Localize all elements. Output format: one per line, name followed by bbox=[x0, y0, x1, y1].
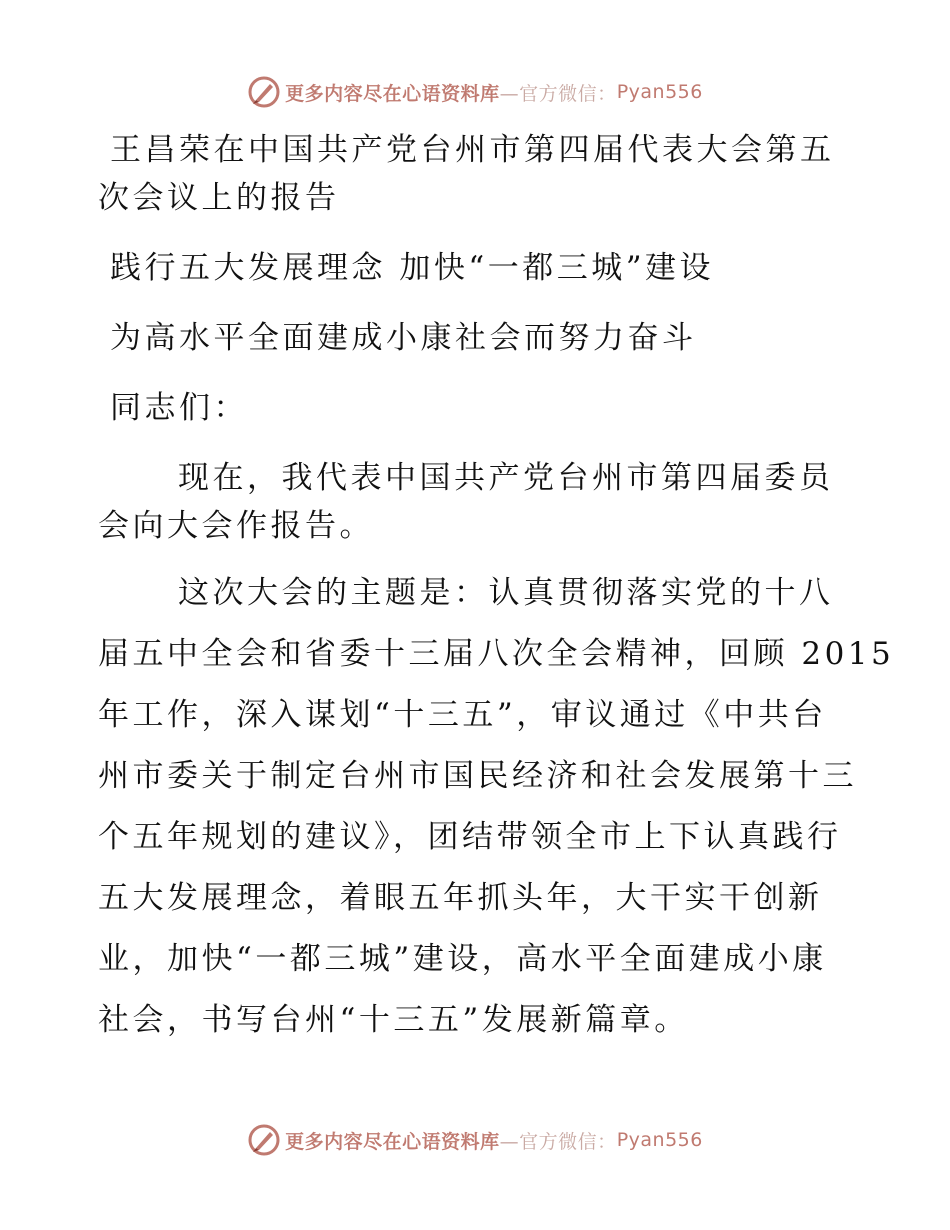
paragraph-line: 年工作，深入谋划“十三五”，审议通过《中共台 bbox=[98, 697, 827, 733]
paragraph-line: 五大发展理念，着眼五年抓头年，大干实干创新 bbox=[98, 880, 823, 916]
watermark-main-text: 更多内容尽在心语资料库 bbox=[285, 1130, 500, 1153]
watermark-account-text: Pyan556 bbox=[616, 81, 703, 103]
paragraph-line: 现在，我代表中国共产党台州市第四届委员 bbox=[178, 460, 834, 496]
paragraph-line: 会向大会作报告。 bbox=[98, 508, 374, 544]
watermark-separator-text: —官方微信： bbox=[499, 1130, 617, 1153]
paragraph-line: 州市委关于制定台州市国民经济和社会发展第十三 bbox=[98, 758, 857, 794]
salutation: 同志们： bbox=[110, 390, 248, 426]
title-line-1: 王昌荣在中国共产党台州市第四届代表大会第五 bbox=[110, 132, 835, 168]
paragraph-line: 社会，书写台州“十三五”发展新篇章。 bbox=[98, 1002, 689, 1038]
quill-logo-icon bbox=[247, 75, 281, 109]
watermark-separator-text: —官方微信： bbox=[499, 82, 617, 105]
paragraph-2 bbox=[98, 569, 895, 1044]
document-body bbox=[98, 126, 895, 1044]
subtitle-line-2: 为高水平全面建成小康社会而努力奋斗 bbox=[110, 320, 697, 356]
paragraph-line: 业，加快“一都三城”建设，高水平全面建成小康 bbox=[98, 941, 827, 977]
watermark-main-text: 更多内容尽在心语资料库 bbox=[285, 82, 500, 105]
subtitle-line-1: 践行五大发展理念 加快“一都三城”建设 bbox=[110, 250, 715, 286]
title-line-2: 次会议上的报告 bbox=[98, 180, 340, 216]
paragraph-line: 届五中全会和省委十三届八次全会精神，回顾 2015 bbox=[98, 636, 895, 672]
paragraph-line: 个五年规划的建议》，团结带领全市上下认真践行 bbox=[98, 819, 842, 855]
paragraph-1 bbox=[98, 454, 858, 550]
watermark-account-text: Pyan556 bbox=[616, 1129, 703, 1151]
watermark-banner-top bbox=[0, 72, 950, 112]
watermark-banner-bottom bbox=[0, 1120, 950, 1160]
paragraph-line: 这次大会的主题是：认真贯彻落实党的十八 bbox=[178, 575, 834, 611]
quill-logo-icon bbox=[247, 1123, 281, 1157]
